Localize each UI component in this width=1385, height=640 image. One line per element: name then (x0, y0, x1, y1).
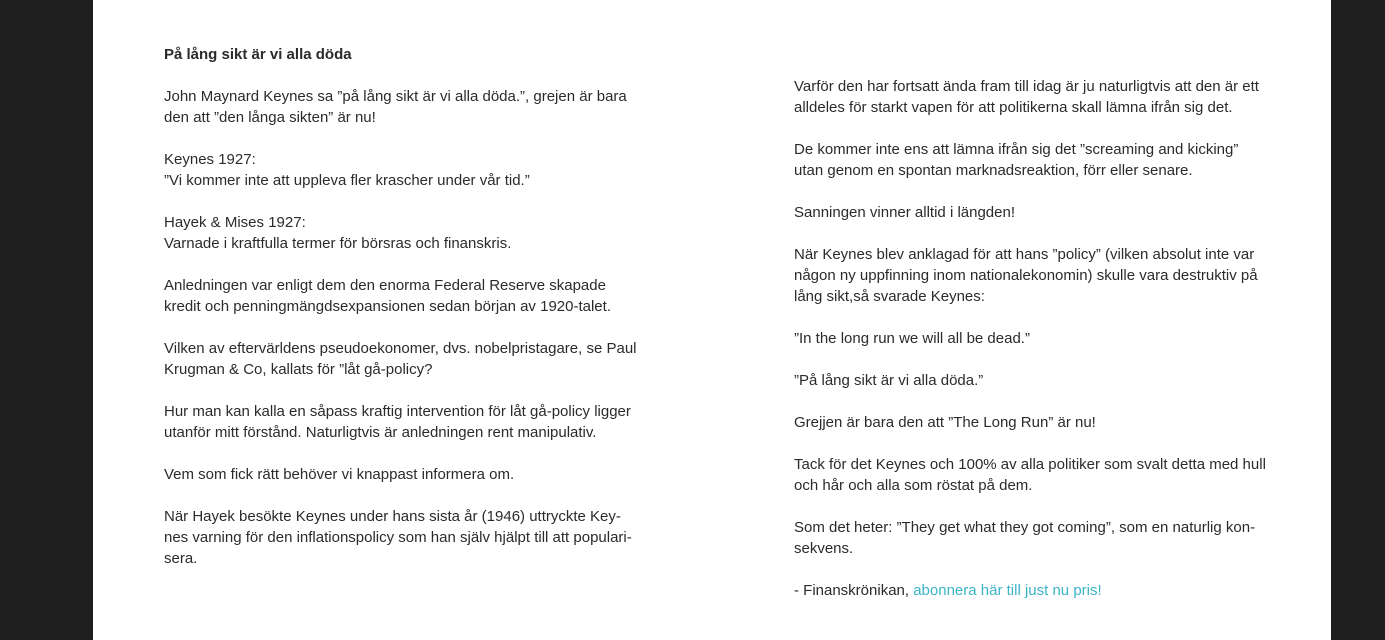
paragraph-line: När Keynes blev anklagad för att hans ”policy” (vilken absolut inte var (794, 246, 1255, 263)
signature-paragraph (794, 580, 1102, 601)
paragraph-line: Sanningen vinner alltid i längden! (794, 204, 1015, 221)
paragraph-line: någon ny uppfinning inom nationalekonomin) skulle vara destruktiv på (794, 267, 1258, 284)
paragraph (794, 328, 1030, 349)
paragraph-line: nes varning för den inflationspolicy som han själv hjälpt till att populari- (164, 529, 632, 546)
paragraph-line: Hur man kan kalla en såpass kraftig intervention för låt gå-policy ligger (164, 403, 631, 420)
paragraph-line: utanför mitt förstånd. Naturligtvis är anledningen rent manipulativ. (164, 424, 597, 441)
paragraph (164, 338, 637, 380)
paragraph (164, 401, 631, 443)
paragraph-line: Tack för det Keynes och 100% av alla politiker som svalt detta med hull (794, 456, 1266, 473)
paragraph-line: ”På lång sikt är vi alla döda.” (794, 372, 984, 389)
paragraph-line: Keynes 1927: (164, 151, 256, 168)
paragraph (794, 139, 1238, 181)
paragraph-line: den att ”den långa sikten” är nu! (164, 109, 376, 126)
paragraph (164, 464, 514, 485)
paragraph-line: kredit och penningmängdsexpansionen sedan början av 1920-talet. (164, 298, 611, 315)
paragraph-line: Krugman & Co, kallats för ”låt gå-policy? (164, 361, 433, 378)
paragraph-line: och hår och alla som röstat på dem. (794, 477, 1033, 494)
paragraph (794, 412, 1096, 433)
paragraph-line: John Maynard Keynes sa ”på lång sikt är vi alla döda.”, grejen är bara (164, 88, 627, 105)
paragraph-line: Grejjen är bara den att ”The Long Run” är nu! (794, 414, 1096, 431)
signature-text: - Finanskrönikan, (794, 582, 914, 599)
paragraph-line: Hayek & Mises 1927: (164, 214, 306, 231)
paragraph (794, 517, 1255, 559)
paragraph-line: Varnade i kraftfulla termer för börsras och finanskris. (164, 235, 512, 252)
paragraph-line: ”Vi kommer inte att uppleva fler krascher under vår tid.” (164, 172, 530, 189)
paragraph-line: När Hayek besökte Keynes under hans sista år (1946) uttryckte Key- (164, 508, 621, 525)
paragraph (794, 76, 1259, 118)
paragraph (794, 454, 1266, 496)
paragraph-line: Som det heter: ”They get what they got coming”, som en naturlig kon- (794, 519, 1256, 536)
paragraph-line: sekvens. (794, 540, 854, 557)
paragraph (164, 506, 632, 569)
paragraph-line: utan genom en spontan marknadsreaktion, förr eller senare. (794, 162, 1193, 179)
paragraph-line: Vilken av eftervärldens pseudoekonomer, dvs. nobelpristagare, se Paul (164, 340, 637, 357)
paragraph (164, 212, 511, 254)
document-page (93, 0, 1331, 640)
paragraph-line: Anledningen var enligt dem den enorma Federal Reserve skapade (164, 277, 606, 294)
paragraph (794, 202, 1015, 223)
paragraph-line: sera. (164, 550, 198, 567)
paragraph (164, 86, 627, 128)
paragraph (164, 149, 530, 191)
paragraph-line: Varför den har fortsatt ända fram till idag är ju naturligtvis att den är ett (794, 78, 1259, 95)
paragraph (164, 275, 611, 317)
paragraph (794, 370, 983, 391)
paragraph-line: Vem som fick rätt behöver vi knappast informera om. (164, 466, 515, 483)
paragraph-line: alldeles för starkt vapen för att politikerna skall lämna ifrån sig det. (794, 99, 1233, 116)
paragraph-line: De kommer inte ens att lämna ifrån sig det ”screaming and kicking” (794, 141, 1239, 158)
paragraph (794, 244, 1258, 307)
paragraph-line: ”In the long run we will all be dead.” (794, 330, 1030, 347)
subscribe-link[interactable]: abonnera här till just nu pris! (913, 582, 1102, 599)
paragraph-line: lång sikt,så svarade Keynes: (794, 288, 985, 305)
article-title: På lång sikt är vi alla döda (164, 46, 352, 63)
